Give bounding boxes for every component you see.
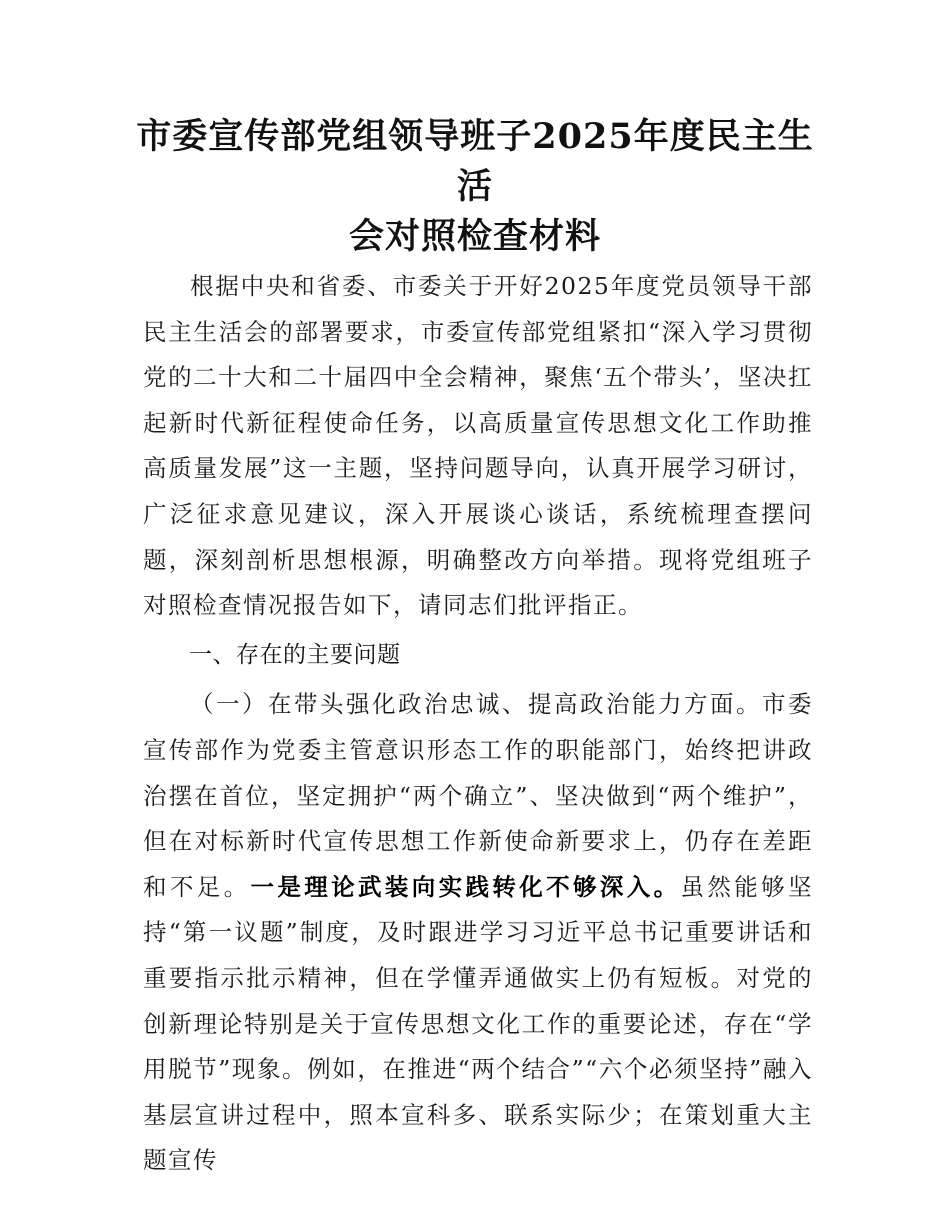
- section-heading: 一、存在的主要问题: [189, 641, 401, 668]
- intro-paragraph: 根据中央和省委、市委关于开好2025年度党员领导干部民主生活会的部署要求，市委宣传部党组紧扣“深入学习贯彻党的二十大和二十届四中全会精神，聚焦‘五个带头’，坚决扛起新时代新征程使命任务，以高质量宣传思想文化工作助推高质量发展”这一主题，坚持问题导向，认真开展学习研讨，广泛征求意见建议，深入开展谈心谈话，系统梳理查摆问题，深刻剖析思想根源，明确整改方向举措。现将党组班子对照检查情况报告如下，请同志们批评指正。: [143, 272, 813, 620]
- document-title-line-2: 会对照检查材料: [348, 216, 601, 257]
- document-body: [143, 264, 813, 1184]
- document-title-line-1: 市委宣传部党组领导班子2025年度民主生活: [136, 116, 814, 207]
- document-title: [120, 112, 830, 262]
- subsection-paragraph: [143, 682, 813, 1184]
- subsection-text-lead: （一）在带头强化政治忠诚、提高政治能力方面。市委宣传部作为党委主管意识形态工作的职能部门，始终把讲政治摆在首位，坚定拥护“两个确立”、坚决做到“两个维护”，但在对标新时代宣传思想工作新使命新要求上，仍存在差距和不足。: [143, 690, 813, 901]
- subsection-text-continued: 虽然能够坚持“第一议题”制度，及时跟进学习习近平总书记重要讲话和重要指示批示精神，但在学懂弄通做实上仍有短板。对党的创新理论特别是关于宣传思想文化工作的重要论述，存在“学用脱节”现象。例如，在推进“两个结合”“六个必须坚持”融入基层宣讲过程中，照本宣科多、联系实际少；在策划重大主题宣传: [143, 872, 813, 1175]
- subsection-bold-point: 一是理论武装向实践转化不够深入。: [250, 872, 681, 901]
